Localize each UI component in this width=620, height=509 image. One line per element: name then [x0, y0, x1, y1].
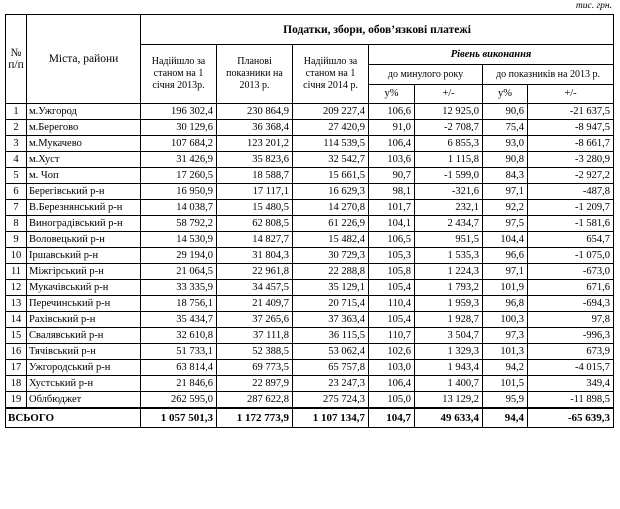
table-row [6, 104, 614, 120]
row-diff-plan: -996,3 [528, 328, 614, 344]
group-header-taxes: Податки, збори, обов’язкові платежі [141, 15, 614, 45]
row-diff-plan: -1 075,0 [528, 248, 614, 264]
row-diff-prev: 232,1 [415, 200, 483, 216]
row-received-2014: 114 539,5 [293, 136, 369, 152]
row-pct-plan: 75,4 [483, 120, 528, 136]
row-diff-prev: 6 855,3 [415, 136, 483, 152]
table-row [6, 360, 614, 376]
row-pct-prev: 103,0 [369, 360, 415, 376]
row-diff-plan: -8 947,5 [528, 120, 614, 136]
budget-table [5, 14, 614, 428]
row-pct-plan: 93,0 [483, 136, 528, 152]
row-pct-plan: 95,9 [483, 392, 528, 409]
row-received-2013: 32 610,8 [141, 328, 217, 344]
table-row [6, 136, 614, 152]
group-header-execution: Рівень виконання [369, 45, 614, 65]
row-diff-prev: 3 504,7 [415, 328, 483, 344]
row-num: 10 [6, 248, 27, 264]
row-diff-prev: 951,5 [415, 232, 483, 248]
row-diff-prev: 1 943,4 [415, 360, 483, 376]
total-pct-plan: 94,4 [483, 408, 528, 428]
row-pct-prev: 110,4 [369, 296, 415, 312]
row-planned-2013: 37 111,8 [217, 328, 293, 344]
col-header-num: № п/п [6, 15, 27, 104]
row-received-2014: 275 724,3 [293, 392, 369, 409]
total-received-2013: 1 057 501,3 [141, 408, 217, 428]
row-received-2014: 14 270,8 [293, 200, 369, 216]
row-num: 1 [6, 104, 27, 120]
col-header-district: Міста, райони [27, 15, 141, 104]
row-district: м.Хуст [27, 152, 141, 168]
col-header-received-2013: Надійшло за станом на 1 січня 2013р. [141, 45, 217, 104]
row-pct-prev: 101,7 [369, 200, 415, 216]
total-label: ВСЬОГО [6, 408, 141, 428]
col-header-diff-plan: +/- [528, 84, 614, 103]
row-num: 17 [6, 360, 27, 376]
row-received-2013: 35 434,7 [141, 312, 217, 328]
row-pct-plan: 90,6 [483, 104, 528, 120]
total-diff-plan: -65 639,3 [528, 408, 614, 428]
row-received-2014: 30 729,3 [293, 248, 369, 264]
row-pct-plan: 101,5 [483, 376, 528, 392]
row-pct-prev: 105,3 [369, 248, 415, 264]
col-header-diff-prev: +/- [415, 84, 483, 103]
row-planned-2013: 36 368,4 [217, 120, 293, 136]
table-row [6, 232, 614, 248]
row-pct-prev: 106,4 [369, 136, 415, 152]
subheader-vs-prev-year: до минулого року [369, 65, 483, 84]
col-header-received-2014: Надійшло за станом на 1 січня 2014 р. [293, 45, 369, 104]
row-received-2014: 20 715,4 [293, 296, 369, 312]
row-num: 9 [6, 232, 27, 248]
row-pct-plan: 84,3 [483, 168, 528, 184]
row-diff-prev: 1 793,2 [415, 280, 483, 296]
row-pct-prev: 98,1 [369, 184, 415, 200]
unit-label: тис. грн. [575, 1, 612, 11]
row-district: В.Березнянський р-н [27, 200, 141, 216]
table-row [6, 312, 614, 328]
table-row [6, 392, 614, 409]
row-pct-prev: 105,0 [369, 392, 415, 409]
subheader-vs-plan-2013: до показників на 2013 р. [483, 65, 614, 84]
col-header-planned-2013: Планові показники на 2013 р. [217, 45, 293, 104]
row-planned-2013: 22 961,8 [217, 264, 293, 280]
row-planned-2013: 37 265,6 [217, 312, 293, 328]
table-row [6, 376, 614, 392]
row-diff-plan: -11 898,5 [528, 392, 614, 409]
row-diff-prev: -321,6 [415, 184, 483, 200]
row-district: м.Мукачево [27, 136, 141, 152]
total-received-2014: 1 107 134,7 [293, 408, 369, 428]
row-diff-prev: 12 925,0 [415, 104, 483, 120]
row-pct-plan: 97,1 [483, 184, 528, 200]
row-pct-plan: 97,1 [483, 264, 528, 280]
row-diff-plan: -1 209,7 [528, 200, 614, 216]
row-pct-plan: 92,2 [483, 200, 528, 216]
row-pct-prev: 90,7 [369, 168, 415, 184]
table-row [6, 168, 614, 184]
row-planned-2013: 21 409,7 [217, 296, 293, 312]
row-pct-plan: 97,5 [483, 216, 528, 232]
row-diff-prev: 1 115,8 [415, 152, 483, 168]
row-pct-prev: 105,4 [369, 312, 415, 328]
row-received-2013: 30 129,6 [141, 120, 217, 136]
row-num: 19 [6, 392, 27, 409]
row-pct-prev: 105,4 [369, 280, 415, 296]
row-num: 7 [6, 200, 27, 216]
col-header-pct-plan: у% [483, 84, 528, 103]
row-diff-plan: -694,3 [528, 296, 614, 312]
row-received-2013: 18 756,1 [141, 296, 217, 312]
row-received-2014: 16 629,3 [293, 184, 369, 200]
row-received-2014: 22 288,8 [293, 264, 369, 280]
row-planned-2013: 52 388,5 [217, 344, 293, 360]
row-pct-prev: 110,7 [369, 328, 415, 344]
row-diff-plan: -487,8 [528, 184, 614, 200]
row-planned-2013: 123 201,2 [217, 136, 293, 152]
row-received-2014: 27 420,9 [293, 120, 369, 136]
row-num: 12 [6, 280, 27, 296]
row-received-2014: 209 227,4 [293, 104, 369, 120]
row-district: Берегівський р-н [27, 184, 141, 200]
row-received-2013: 17 260,5 [141, 168, 217, 184]
row-num: 4 [6, 152, 27, 168]
row-received-2013: 31 426,9 [141, 152, 217, 168]
row-planned-2013: 62 808,5 [217, 216, 293, 232]
table-row [6, 248, 614, 264]
row-planned-2013: 18 588,7 [217, 168, 293, 184]
row-planned-2013: 34 457,5 [217, 280, 293, 296]
table-header [6, 15, 614, 104]
row-district: Хустський р-н [27, 376, 141, 392]
table-row [6, 184, 614, 200]
row-diff-plan: -2 927,2 [528, 168, 614, 184]
row-diff-prev: 1 959,3 [415, 296, 483, 312]
table-row [6, 344, 614, 360]
table-row [6, 120, 614, 136]
row-planned-2013: 287 622,8 [217, 392, 293, 409]
total-diff-prev: 49 633,4 [415, 408, 483, 428]
row-num: 8 [6, 216, 27, 232]
row-received-2013: 21 846,6 [141, 376, 217, 392]
row-district: Свалявський р-н [27, 328, 141, 344]
row-district: Мукачівський р-н [27, 280, 141, 296]
row-received-2014: 15 482,4 [293, 232, 369, 248]
row-num: 16 [6, 344, 27, 360]
row-pct-prev: 106,5 [369, 232, 415, 248]
row-pct-prev: 91,0 [369, 120, 415, 136]
row-received-2014: 61 226,9 [293, 216, 369, 232]
row-pct-plan: 96,8 [483, 296, 528, 312]
row-received-2013: 51 733,1 [141, 344, 217, 360]
row-pct-prev: 106,6 [369, 104, 415, 120]
table-row [6, 296, 614, 312]
row-pct-plan: 101,9 [483, 280, 528, 296]
row-planned-2013: 31 804,3 [217, 248, 293, 264]
row-received-2013: 262 595,0 [141, 392, 217, 409]
row-pct-plan: 96,6 [483, 248, 528, 264]
row-pct-prev: 104,1 [369, 216, 415, 232]
row-received-2014: 53 062,4 [293, 344, 369, 360]
row-received-2013: 16 950,9 [141, 184, 217, 200]
row-received-2013: 14 530,9 [141, 232, 217, 248]
row-diff-prev: -2 708,7 [415, 120, 483, 136]
row-num: 15 [6, 328, 27, 344]
row-diff-plan: 673,9 [528, 344, 614, 360]
row-num: 13 [6, 296, 27, 312]
row-district: Тячівський р-н [27, 344, 141, 360]
row-received-2013: 58 792,2 [141, 216, 217, 232]
row-num: 5 [6, 168, 27, 184]
row-district: Міжгірський р-н [27, 264, 141, 280]
row-diff-plan: -4 015,7 [528, 360, 614, 376]
row-district: Виноградівський р-н [27, 216, 141, 232]
row-diff-prev: 13 129,2 [415, 392, 483, 409]
row-received-2014: 37 363,4 [293, 312, 369, 328]
row-district: м. Чоп [27, 168, 141, 184]
row-planned-2013: 14 827,7 [217, 232, 293, 248]
row-planned-2013: 69 773,5 [217, 360, 293, 376]
row-district: Рахівський р-н [27, 312, 141, 328]
row-received-2013: 107 684,2 [141, 136, 217, 152]
row-received-2014: 15 661,5 [293, 168, 369, 184]
row-diff-plan: -673,0 [528, 264, 614, 280]
row-planned-2013: 17 117,1 [217, 184, 293, 200]
row-district: м.Берегово [27, 120, 141, 136]
row-planned-2013: 35 823,6 [217, 152, 293, 168]
row-pct-plan: 97,3 [483, 328, 528, 344]
row-diff-plan: -1 581,6 [528, 216, 614, 232]
row-district: м.Ужгород [27, 104, 141, 120]
row-pct-plan: 104,4 [483, 232, 528, 248]
row-pct-prev: 105,8 [369, 264, 415, 280]
row-district: Іршавський р-н [27, 248, 141, 264]
row-diff-plan: 349,4 [528, 376, 614, 392]
total-planned-2013: 1 172 773,9 [217, 408, 293, 428]
row-received-2013: 63 814,4 [141, 360, 217, 376]
row-diff-prev: -1 599,0 [415, 168, 483, 184]
row-diff-plan: -21 637,5 [528, 104, 614, 120]
row-received-2014: 35 129,1 [293, 280, 369, 296]
row-diff-prev: 1 535,3 [415, 248, 483, 264]
row-received-2014: 65 757,8 [293, 360, 369, 376]
table-row [6, 152, 614, 168]
row-received-2014: 32 542,7 [293, 152, 369, 168]
total-row [6, 408, 614, 428]
row-diff-prev: 1 928,7 [415, 312, 483, 328]
table-row [6, 264, 614, 280]
row-received-2014: 23 247,3 [293, 376, 369, 392]
table-body [6, 104, 614, 409]
table-row [6, 216, 614, 232]
row-pct-plan: 94,2 [483, 360, 528, 376]
row-diff-plan: 654,7 [528, 232, 614, 248]
row-pct-prev: 102,6 [369, 344, 415, 360]
row-pct-plan: 101,3 [483, 344, 528, 360]
row-num: 6 [6, 184, 27, 200]
row-pct-prev: 106,4 [369, 376, 415, 392]
row-diff-prev: 2 434,7 [415, 216, 483, 232]
row-district: Перечинський р-н [27, 296, 141, 312]
row-num: 11 [6, 264, 27, 280]
row-num: 18 [6, 376, 27, 392]
row-planned-2013: 22 897,9 [217, 376, 293, 392]
table-row [6, 200, 614, 216]
row-received-2013: 196 302,4 [141, 104, 217, 120]
row-diff-prev: 1 329,3 [415, 344, 483, 360]
row-diff-plan: 671,6 [528, 280, 614, 296]
row-received-2013: 14 038,7 [141, 200, 217, 216]
row-district: Ужгородський р-н [27, 360, 141, 376]
row-district: Облбюджет [27, 392, 141, 409]
table-row [6, 280, 614, 296]
row-num: 14 [6, 312, 27, 328]
total-pct-prev: 104,7 [369, 408, 415, 428]
row-diff-plan: -8 661,7 [528, 136, 614, 152]
row-pct-prev: 103,6 [369, 152, 415, 168]
row-num: 3 [6, 136, 27, 152]
row-received-2013: 21 064,5 [141, 264, 217, 280]
row-diff-prev: 1 224,3 [415, 264, 483, 280]
col-header-pct-prev: у% [369, 84, 415, 103]
row-received-2013: 33 335,9 [141, 280, 217, 296]
row-planned-2013: 230 864,9 [217, 104, 293, 120]
row-diff-plan: 97,8 [528, 312, 614, 328]
row-diff-prev: 1 400,7 [415, 376, 483, 392]
table-row [6, 328, 614, 344]
row-district: Воловецький р-н [27, 232, 141, 248]
row-num: 2 [6, 120, 27, 136]
row-received-2013: 29 194,0 [141, 248, 217, 264]
row-received-2014: 36 115,5 [293, 328, 369, 344]
row-diff-plan: -3 280,9 [528, 152, 614, 168]
row-pct-plan: 90,8 [483, 152, 528, 168]
row-pct-plan: 100,3 [483, 312, 528, 328]
row-planned-2013: 15 480,5 [217, 200, 293, 216]
